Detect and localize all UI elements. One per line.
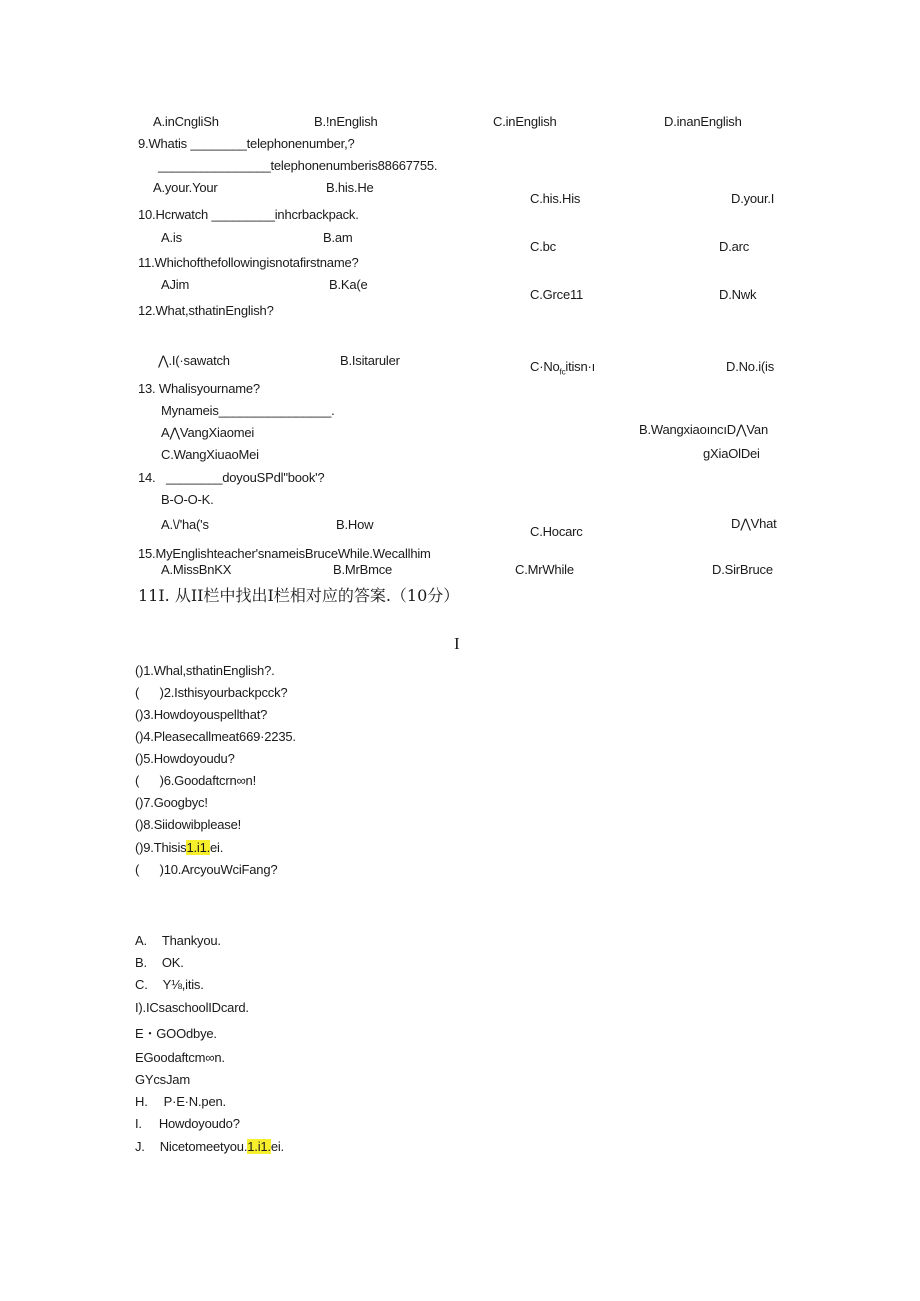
q14-stem: ________doyouSPdl"book'? (166, 470, 325, 485)
q13-option-b-line1: B.WangxiaoıncıD⋀Van (639, 422, 768, 437)
column1-item-8: ()8.Siidowibplease! (135, 817, 242, 832)
q11-stem: 11.Whichofthefollowingisnotafirstname? (138, 255, 359, 270)
highlighted-text: 1.i1. (247, 1139, 271, 1154)
q14-option-d: D⋀Vhat (731, 516, 777, 531)
q12-option-a: ⋀.I(·sawatch (158, 353, 230, 368)
q8-option-d: D.inanEnglish (664, 114, 742, 129)
q13-option-a: A⋀VangXiaomei (161, 425, 255, 440)
q11-option-d: D.Nwk (719, 287, 757, 302)
q14-option-c: C.Hocarc (530, 524, 583, 539)
column2-item-h: H. P·E·N.pen. (135, 1094, 226, 1109)
q12-stem: 12.What,sthatinEnglish? (138, 303, 274, 318)
q11-option-c: C.Grce11 (530, 287, 584, 302)
q9-line2: ________________telephonenumberis88667755. (158, 158, 438, 173)
q14-number: 14. (138, 470, 156, 485)
column1-item-2: ( )2.Isthisyourbackpcck? (135, 685, 288, 700)
q13-option-b-line2: gXiaOlDei (703, 446, 760, 461)
q8-option-a: A.inCngliSh (153, 114, 219, 129)
column1-item-1: ()1.Whal,sthatinEnglish?. (135, 663, 275, 678)
column-title: I (454, 634, 460, 653)
q8-option-b: B.!nEnglish (314, 114, 378, 129)
q9-stem: 9.Whatis ________telephonenumber,? (138, 136, 355, 151)
column1-item-5: ()5.Howdoyoudu? (135, 751, 235, 766)
q10-option-c: C.bc (530, 239, 556, 254)
q9-option-d: D.your.I (731, 191, 775, 206)
q15-option-a: A.MissBnKX (161, 562, 232, 577)
column1-item-3: ()3.Howdoyouspellthat? (135, 707, 268, 722)
q12-option-b: B.Isitaruler (340, 353, 400, 368)
q10-option-a: A.is (161, 230, 182, 245)
q15-option-b: B.MrBmce (333, 562, 393, 577)
column1-item-9: ()9.Thisis1.i1.ei. (135, 840, 224, 855)
column2-item-b: B. OK. (135, 955, 184, 970)
q11-option-b: B.Ka(e (329, 277, 368, 292)
column1-item-4: ()4.Pleasecallmeat669·2235. (135, 729, 296, 744)
column2-item-j: J. Nicetomeetyou.1.i1.ei. (135, 1139, 284, 1154)
q13-line2: Mynameis________________. (161, 403, 335, 418)
q13-option-c: C.WangXiuaoMei (161, 447, 259, 462)
column2-item-a: A. Thankyou. (135, 933, 221, 948)
q15-option-d: D.SirBruce (712, 562, 773, 577)
column1-item-7: ()7.Googbyc! (135, 795, 208, 810)
q14-line2: B-O-O-K. (161, 492, 214, 507)
q10-option-d: D.arc (719, 239, 750, 254)
column2-item-i: I. Howdoyoudo? (135, 1116, 240, 1131)
column2-item-g: GYcsJam (135, 1072, 190, 1087)
q9-option-b: B.his.He (326, 180, 374, 195)
column2-item-c: C. Y⅛,itis. (135, 977, 204, 992)
q8-option-c: C.inEnglish (493, 114, 557, 129)
q15-stem: 15.MyEnglishteacher'snameisBruceWhile.Wecallhim (138, 546, 431, 561)
section-heading: 11I. 从II栏中找出I栏相对应的答案.（10分） (138, 586, 460, 605)
column2-item-e: E・GOOdbye. (135, 1026, 217, 1041)
q15-option-c: C.MrWhile (515, 562, 574, 577)
q14-option-a: A.\/'ha('s (161, 517, 209, 532)
q9-option-c: C.his.His (530, 191, 581, 206)
q12-option-c: $C\cdot No_{fc}itisn\cdot ı$ (530, 359, 596, 377)
column1-item-6: ( )6.Goodaftcrn∞n! (135, 773, 256, 788)
q12-option-d: D.No.i(is (726, 359, 775, 374)
q10-stem: 10.Hcrwatch _________inhcrbackpack. (138, 207, 359, 222)
q13-stem: 13. Whalisyourname? (138, 381, 260, 396)
column2-item-f: EGoodaftcm∞n. (135, 1050, 225, 1065)
q11-option-a: AJim (161, 277, 190, 292)
column1-item-10: ( )10.ArcyouWciFang? (135, 862, 278, 877)
column2-item-d: I).ICsaschoolIDcard. (135, 1000, 249, 1015)
highlighted-text: 1.i1. (186, 840, 211, 855)
q14-option-b: B.How (336, 517, 374, 532)
q10-option-b: B.am (323, 230, 353, 245)
q9-option-a: A.your.Your (153, 180, 218, 195)
